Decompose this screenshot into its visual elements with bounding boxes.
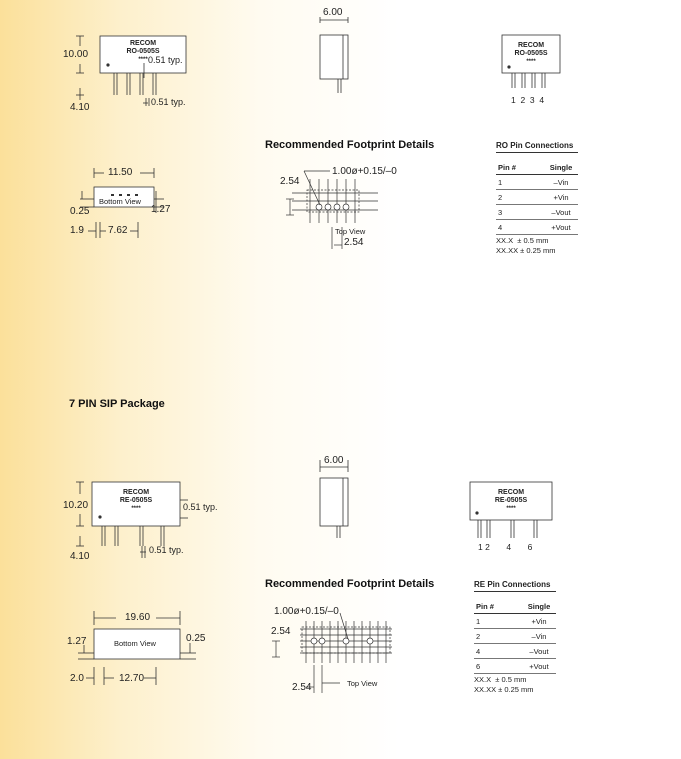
pin-function: +Vout	[551, 222, 571, 232]
sip7-footprint-title: Recommended Footprint Details	[265, 578, 435, 590]
sip7-height-label: 10.20	[63, 500, 89, 511]
sip7-side-model: RE-0505S	[119, 497, 153, 504]
sip4-footprint-pitch-h: 2.54	[344, 237, 364, 248]
pin-number: 4	[498, 222, 503, 232]
sip7-pin-table-title: RE Pin Connections	[474, 580, 556, 592]
sip4-footprint-view-label: Top View	[335, 227, 366, 236]
sip7-col-pin: Pin #	[476, 602, 494, 611]
pin-number: 2	[498, 192, 503, 202]
sip7-pin-length-label: 4.10	[70, 551, 90, 562]
sip7-col-single: Single	[527, 602, 551, 611]
sip7-pin-table	[474, 580, 556, 694]
sip7-tolerance-1: XX.X ± 0.5 mm	[474, 675, 527, 684]
pin-number: 1	[498, 177, 503, 187]
table-row	[474, 614, 556, 629]
sip4-pin-pitch-label: 0.51 typ.	[151, 97, 186, 107]
sip4-end-view-drawing	[315, 5, 375, 100]
pin-number: 1	[476, 616, 481, 626]
sip7-footprint-view-label: Top View	[347, 679, 378, 688]
sip4-front-brand: RECOM	[517, 42, 545, 49]
sip7-pin-numbers: 1 2 4 6	[478, 542, 533, 552]
sip7-bottom-length-label: 19.60	[125, 612, 151, 623]
sip4-pin-table-title: RO Pin Connections	[496, 141, 578, 153]
pin-function: +Vin	[531, 616, 547, 626]
sip7-pin-width-label: 0.51 typ.	[183, 502, 218, 512]
sip4-front-stars: ****	[526, 59, 536, 65]
pin-number: 4	[476, 646, 481, 656]
sip7-front-model: RE-0505S	[494, 497, 528, 504]
pin-number: 6	[476, 661, 481, 671]
sip4-bottom-thickness-label: 1.27	[151, 204, 171, 215]
table-row	[474, 629, 556, 644]
sip7-end-width-label: 6.00	[324, 455, 344, 466]
sip7-footprint-pitch-h: 2.54	[292, 682, 312, 693]
sip7-footprint-hole: 1.00ø+0.15/–0	[274, 606, 339, 617]
sip4-front-model: RO-0505S	[514, 50, 548, 57]
pin-number: 3	[498, 207, 503, 217]
pin-function: –Vin	[531, 631, 547, 641]
sip4-bottom-view-label: Bottom View	[99, 197, 141, 206]
sip7-footprint-pitch-v: 2.54	[271, 626, 291, 637]
sip4-tolerance-2: XX.XX ± 0.25 mm	[496, 246, 556, 255]
sip7-bottom-thickness-label: 1.27	[67, 636, 87, 647]
sip7-front-stars: ****	[506, 506, 516, 512]
sip4-col-pin: Pin #	[498, 163, 516, 172]
sip7-side-stars: ****	[131, 506, 141, 512]
pin-function: –Vout	[551, 207, 571, 217]
sip4-end-width-label: 6.00	[323, 7, 343, 18]
pin-function: –Vout	[529, 646, 549, 656]
table-row	[496, 175, 578, 190]
pin-function: +Vin	[553, 192, 569, 202]
table-row	[474, 659, 556, 674]
sip7-bottom-offset-label: 0.25	[186, 633, 206, 644]
sip4-bottom-length-label: 11.50	[108, 167, 133, 178]
sip7-bottom-view-label: Bottom View	[114, 639, 156, 648]
pin-function: +Vout	[529, 661, 549, 671]
sip7-pin-pitch-label: 0.51 typ.	[149, 545, 184, 555]
table-row	[496, 190, 578, 205]
sip4-tolerance-1: XX.X ± 0.5 mm	[496, 236, 549, 245]
sip7-tolerance-2: XX.XX ± 0.25 mm	[474, 685, 534, 694]
table-row	[474, 644, 556, 659]
sip4-pin-width-label: 0.51 typ.	[148, 55, 183, 65]
sip7-section-title: 7 PIN SIP Package	[69, 398, 165, 410]
sip7-footprint-drawing	[268, 603, 408, 698]
sip4-pin-length-label: 4.10	[70, 102, 90, 113]
sip7-side-brand: RECOM	[122, 489, 150, 496]
sip4-side-model: RO-0505S	[126, 48, 160, 55]
sip7-bottom-edge-label: 2.0	[70, 673, 84, 684]
sip4-side-brand: RECOM	[129, 40, 157, 47]
sip4-footprint-title: Recommended Footprint Details	[265, 139, 435, 151]
pin-number: 2	[476, 631, 481, 641]
sip4-pin-numbers: 1 2 3 4	[511, 95, 545, 105]
sip4-height-label: 10.00	[63, 49, 89, 60]
sip4-side-stars: ****	[138, 57, 148, 63]
sip4-col-single: Single	[549, 163, 573, 172]
pin-function: –Vin	[553, 177, 569, 187]
sip4-bottom-span-label: 7.62	[108, 225, 128, 236]
table-row	[496, 205, 578, 220]
sip7-bottom-span-label: 12.70	[119, 673, 145, 684]
sip4-footprint-pitch-v: 2.54	[280, 176, 300, 187]
sip4-pin-table	[496, 141, 578, 255]
sip7-front-brand: RECOM	[497, 489, 525, 496]
sip4-bottom-offset-label: 0.25	[70, 206, 90, 217]
table-row	[496, 220, 578, 235]
sip4-footprint-hole: 1.00ø+0.15/–0	[332, 166, 397, 177]
sip4-bottom-edge-label: 1.9	[70, 225, 84, 236]
